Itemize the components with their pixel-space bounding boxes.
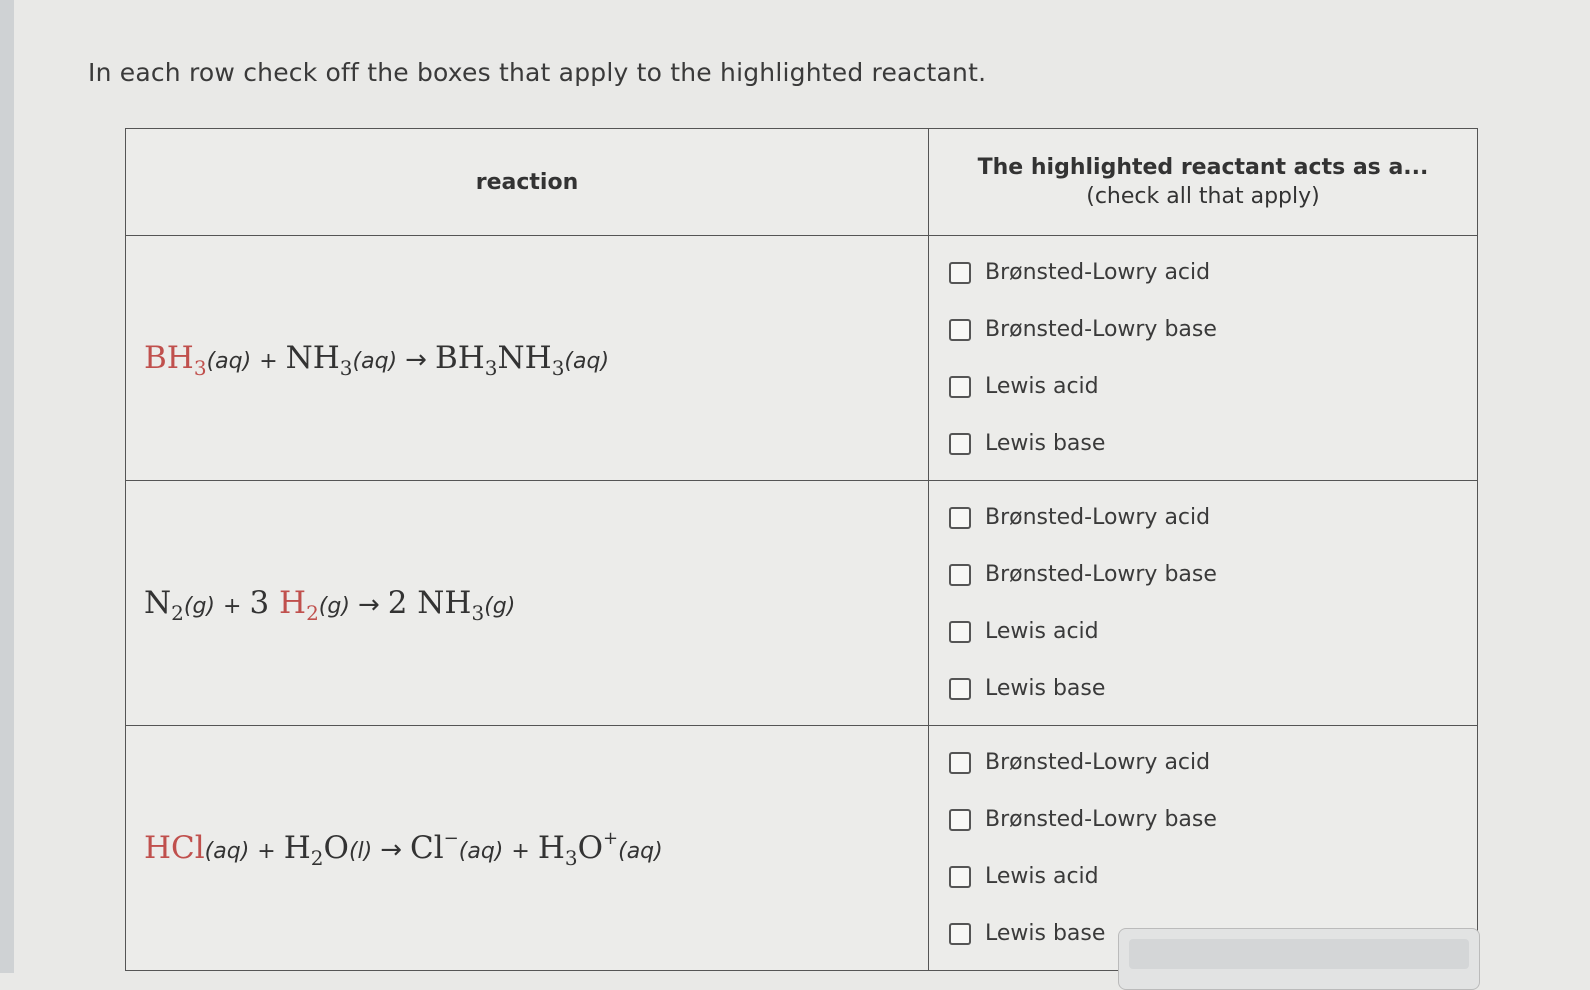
option-label: Brønsted-Lowry base [985, 562, 1217, 587]
highlighted-reactant: $H_2$ [279, 585, 319, 625]
option-label: Brønsted-Lowry base [985, 807, 1217, 832]
checkbox[interactable] [949, 319, 971, 341]
question-table [125, 128, 1478, 971]
left-edge [0, 0, 14, 973]
checkbox[interactable] [949, 376, 971, 398]
checkbox[interactable] [949, 678, 971, 700]
checkbox[interactable] [949, 262, 971, 284]
submit-button-inner [1129, 939, 1469, 969]
checkbox[interactable] [949, 809, 971, 831]
option-lewis-base[interactable] [949, 660, 1477, 717]
option-lewis-acid[interactable] [949, 358, 1477, 415]
checkbox[interactable] [949, 621, 971, 643]
option-bronsted-acid[interactable] [949, 244, 1477, 301]
option-lewis-acid[interactable] [949, 603, 1477, 660]
option-label: Lewis base [985, 431, 1106, 456]
reaction-row [126, 481, 1478, 726]
checkbox[interactable] [949, 752, 971, 774]
option-label: Lewis acid [985, 374, 1099, 399]
option-bronsted-base[interactable] [949, 301, 1477, 358]
header-reaction: reaction [126, 129, 929, 236]
option-label: Lewis acid [985, 619, 1099, 644]
option-label: Brønsted-Lowry acid [985, 505, 1211, 530]
checkbox[interactable] [949, 923, 971, 945]
header-row [126, 129, 1478, 236]
option-bronsted-acid[interactable] [949, 734, 1477, 791]
reaction-row [126, 236, 1478, 481]
reaction-equation: $BH_3(aq) + NH_3(aq) \to BH_3NH_3(aq)$ [126, 236, 929, 481]
reaction-equation: $N_2(g) + 3$ $H_2(g) \to 2$ $NH_3(g)$ [126, 481, 929, 726]
option-label: Brønsted-Lowry acid [985, 750, 1211, 775]
option-bronsted-base[interactable] [949, 791, 1477, 848]
checkbox[interactable] [949, 433, 971, 455]
header-role-title: The highlighted reactant acts as a... [977, 155, 1429, 180]
checkbox[interactable] [949, 866, 971, 888]
highlighted-reactant: HCl [144, 830, 205, 866]
instruction-text: In each row check off the boxes that apply to the highlighted reactant. [88, 58, 987, 87]
option-bronsted-acid[interactable] [949, 489, 1477, 546]
option-label: Lewis base [985, 921, 1106, 946]
option-label: Brønsted-Lowry base [985, 317, 1217, 342]
option-label: Brønsted-Lowry acid [985, 260, 1211, 285]
option-bronsted-base[interactable] [949, 546, 1477, 603]
header-role-subtitle: (check all that apply) [1086, 184, 1320, 209]
option-label: Lewis base [985, 676, 1106, 701]
reaction-equation: $HCl(aq) + H_2O(l) \to Cl^-(aq) + H_3O^+(aq)$ [126, 726, 929, 971]
highlighted-reactant: $BH_3$ [144, 340, 207, 380]
option-lewis-base[interactable] [949, 415, 1477, 472]
checkbox[interactable] [949, 507, 971, 529]
checkbox[interactable] [949, 564, 971, 586]
options-cell [929, 481, 1478, 726]
header-role [929, 129, 1478, 236]
option-lewis-acid[interactable] [949, 848, 1477, 905]
submit-button-partial[interactable] [1118, 928, 1480, 990]
option-label: Lewis acid [985, 864, 1099, 889]
options-cell [929, 236, 1478, 481]
